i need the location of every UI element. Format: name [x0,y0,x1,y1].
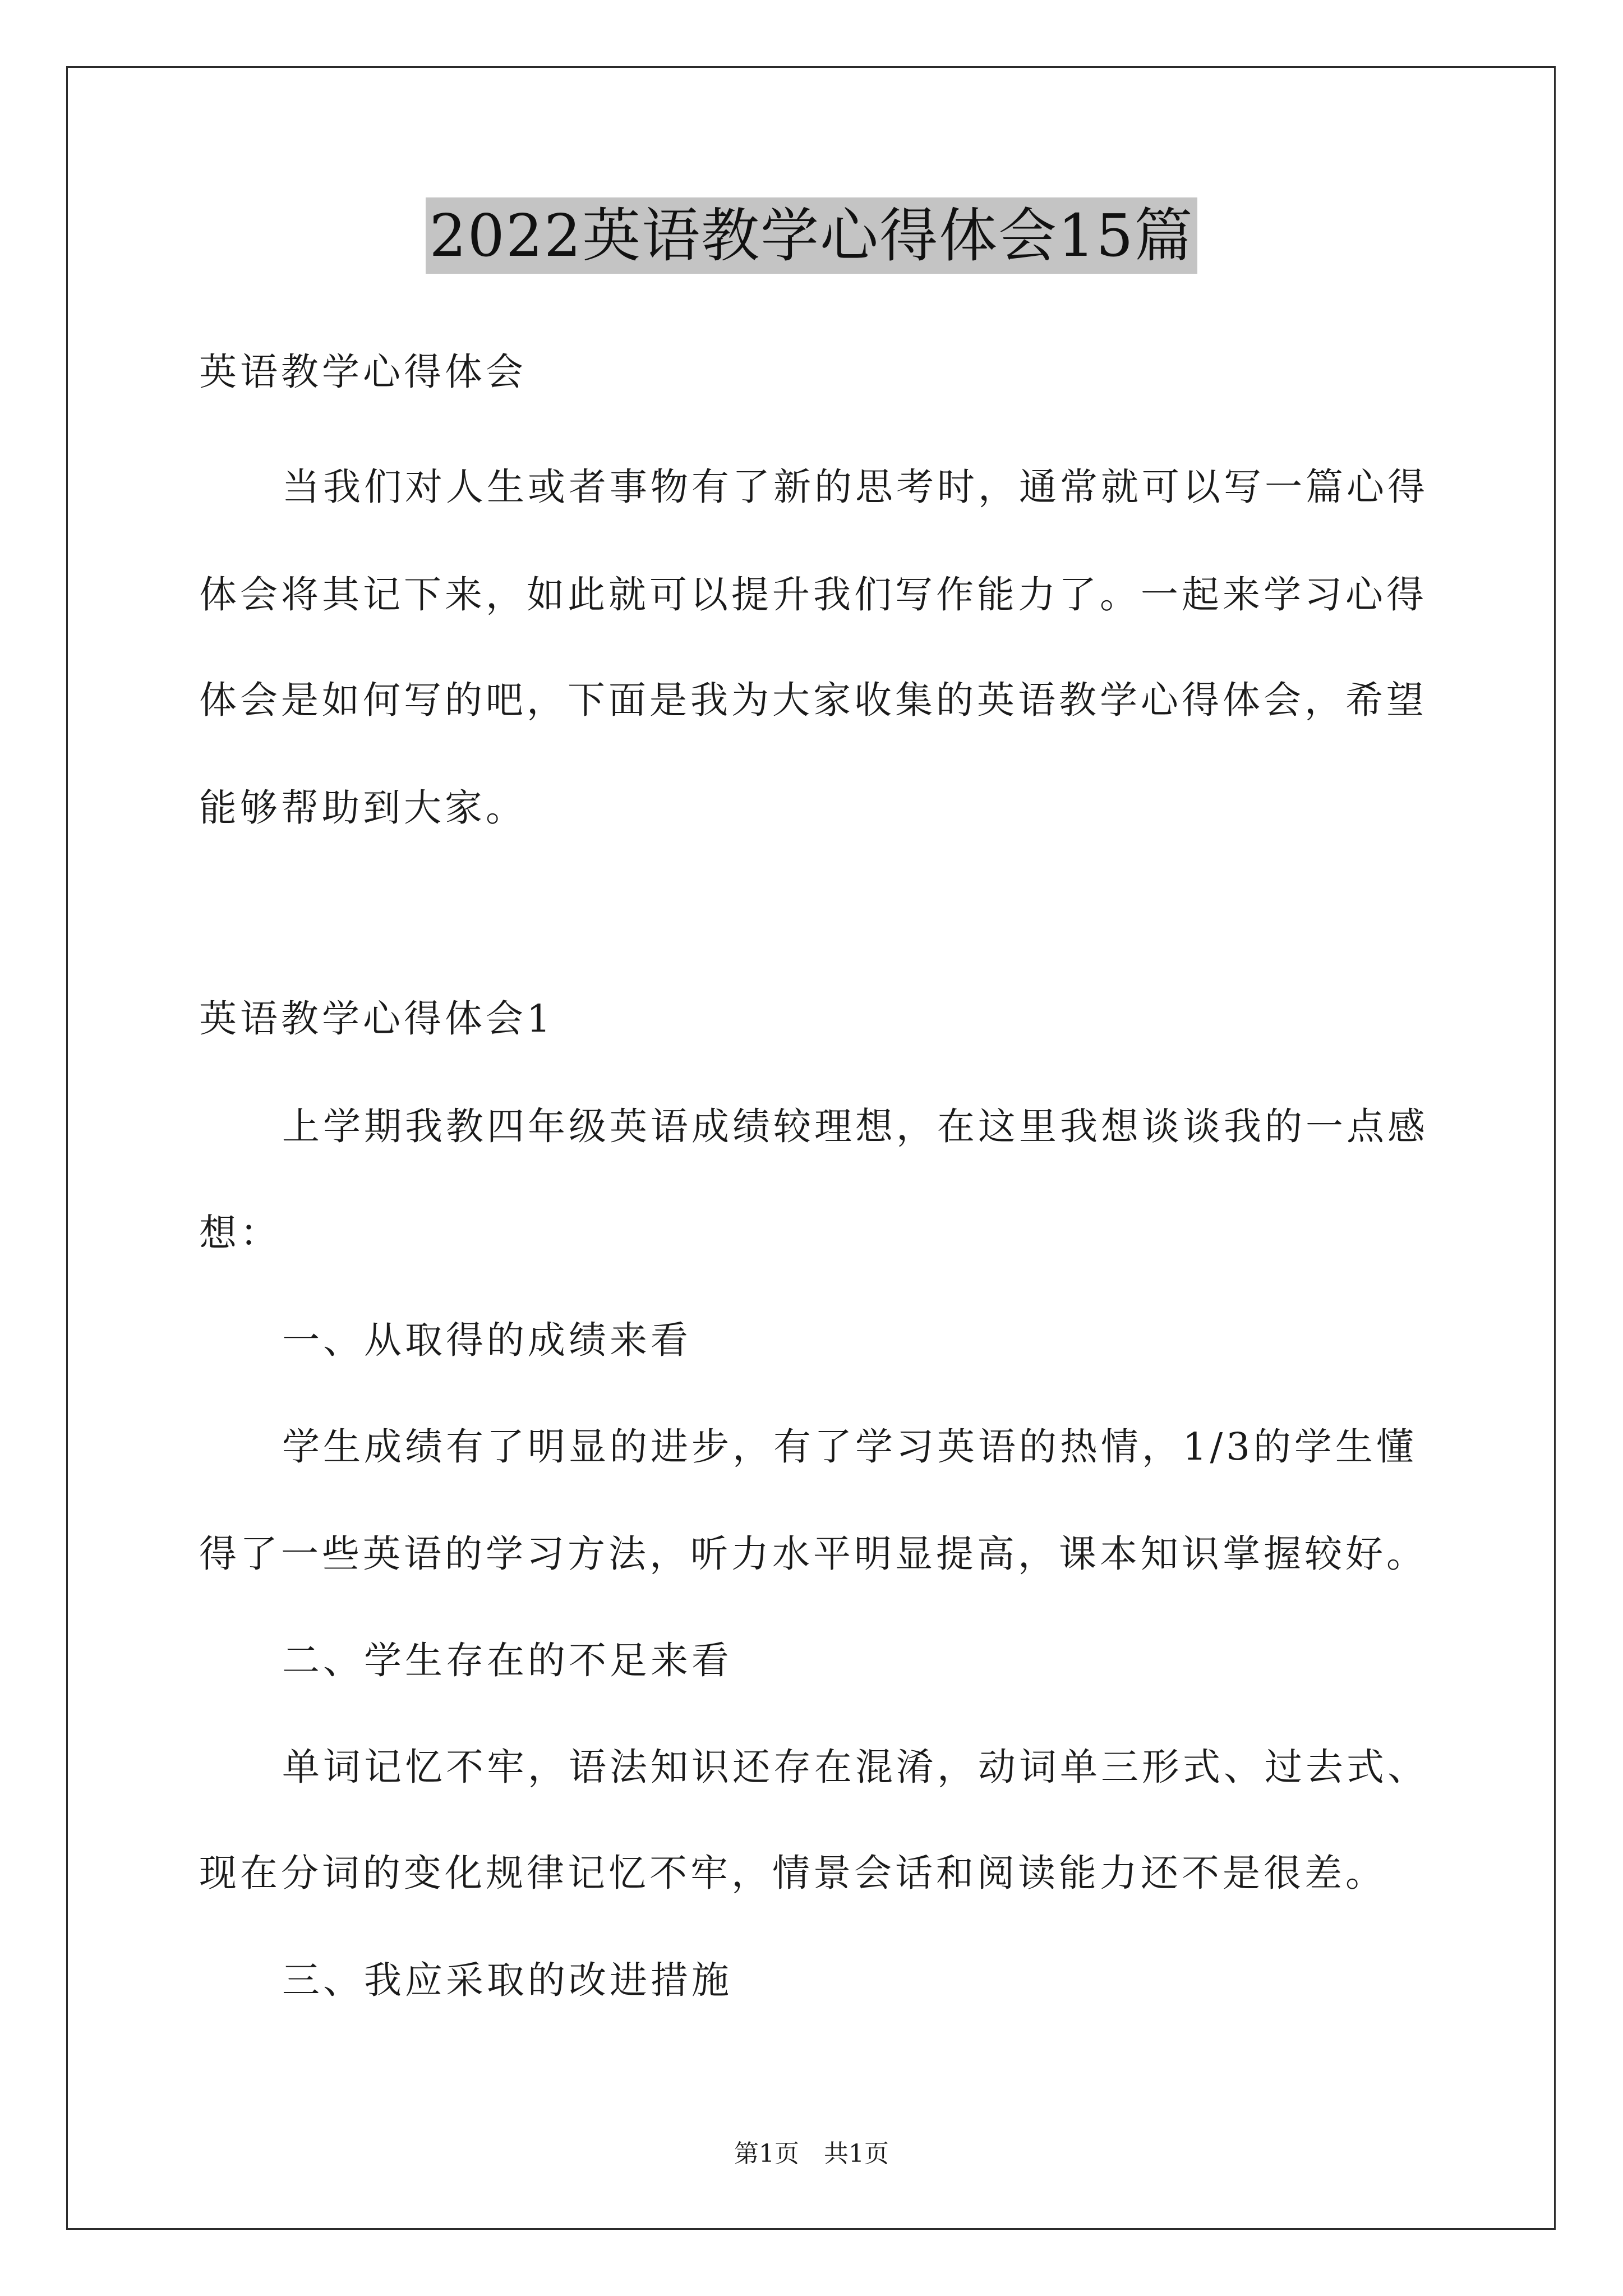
paragraph-line: 现在分词的变化规律记忆不牢，情景会话和阅读能力还不是很差。 [199,1851,1386,1895]
paragraph-line: 当我们对人生或者事物有了新的思考时，通常就可以写一篇心得 [282,465,1428,509]
paragraph-line: 体会是如何写的吧，下面是我为大家收集的英语教学心得体会，希望 [199,678,1427,722]
subheading-achievements: 一、从取得的成绩来看 [282,1318,691,1362]
section-heading-intro: 英语教学心得体会 [199,350,527,394]
paragraph-line: 单词记忆不牢，语法知识还存在混淆，动词单三形式、过去式、 [282,1745,1428,1789]
paragraph-line: 得了一些英语的学习方法，听力水平明显提高，课本知识掌握较好。 [199,1532,1427,1576]
paragraph-line: 学生成绩有了明显的进步，有了学习英语的热情，1/3的学生懂 [282,1425,1417,1469]
paragraph-line: 想： [199,1211,281,1255]
subheading-shortcomings: 二、学生存在的不足来看 [282,1639,732,1682]
document-title: 2022英语教学心得体会15篇 [426,197,1197,274]
paragraph-line: 体会将其记下来，如此就可以提升我们写作能力了。一起来学习心得 [199,573,1427,616]
subheading-improvements: 三、我应采取的改进措施 [282,1958,732,2002]
page-footer: 第1页 共1页 [734,2139,889,2168]
section-heading-1: 英语教学心得体会1 [199,997,554,1041]
paragraph-line: 上学期我教四年级英语成绩较理想，在这里我想谈谈我的一点感 [282,1105,1428,1148]
paragraph-line: 能够帮助到大家。 [199,786,527,830]
title-container [0,197,1623,274]
